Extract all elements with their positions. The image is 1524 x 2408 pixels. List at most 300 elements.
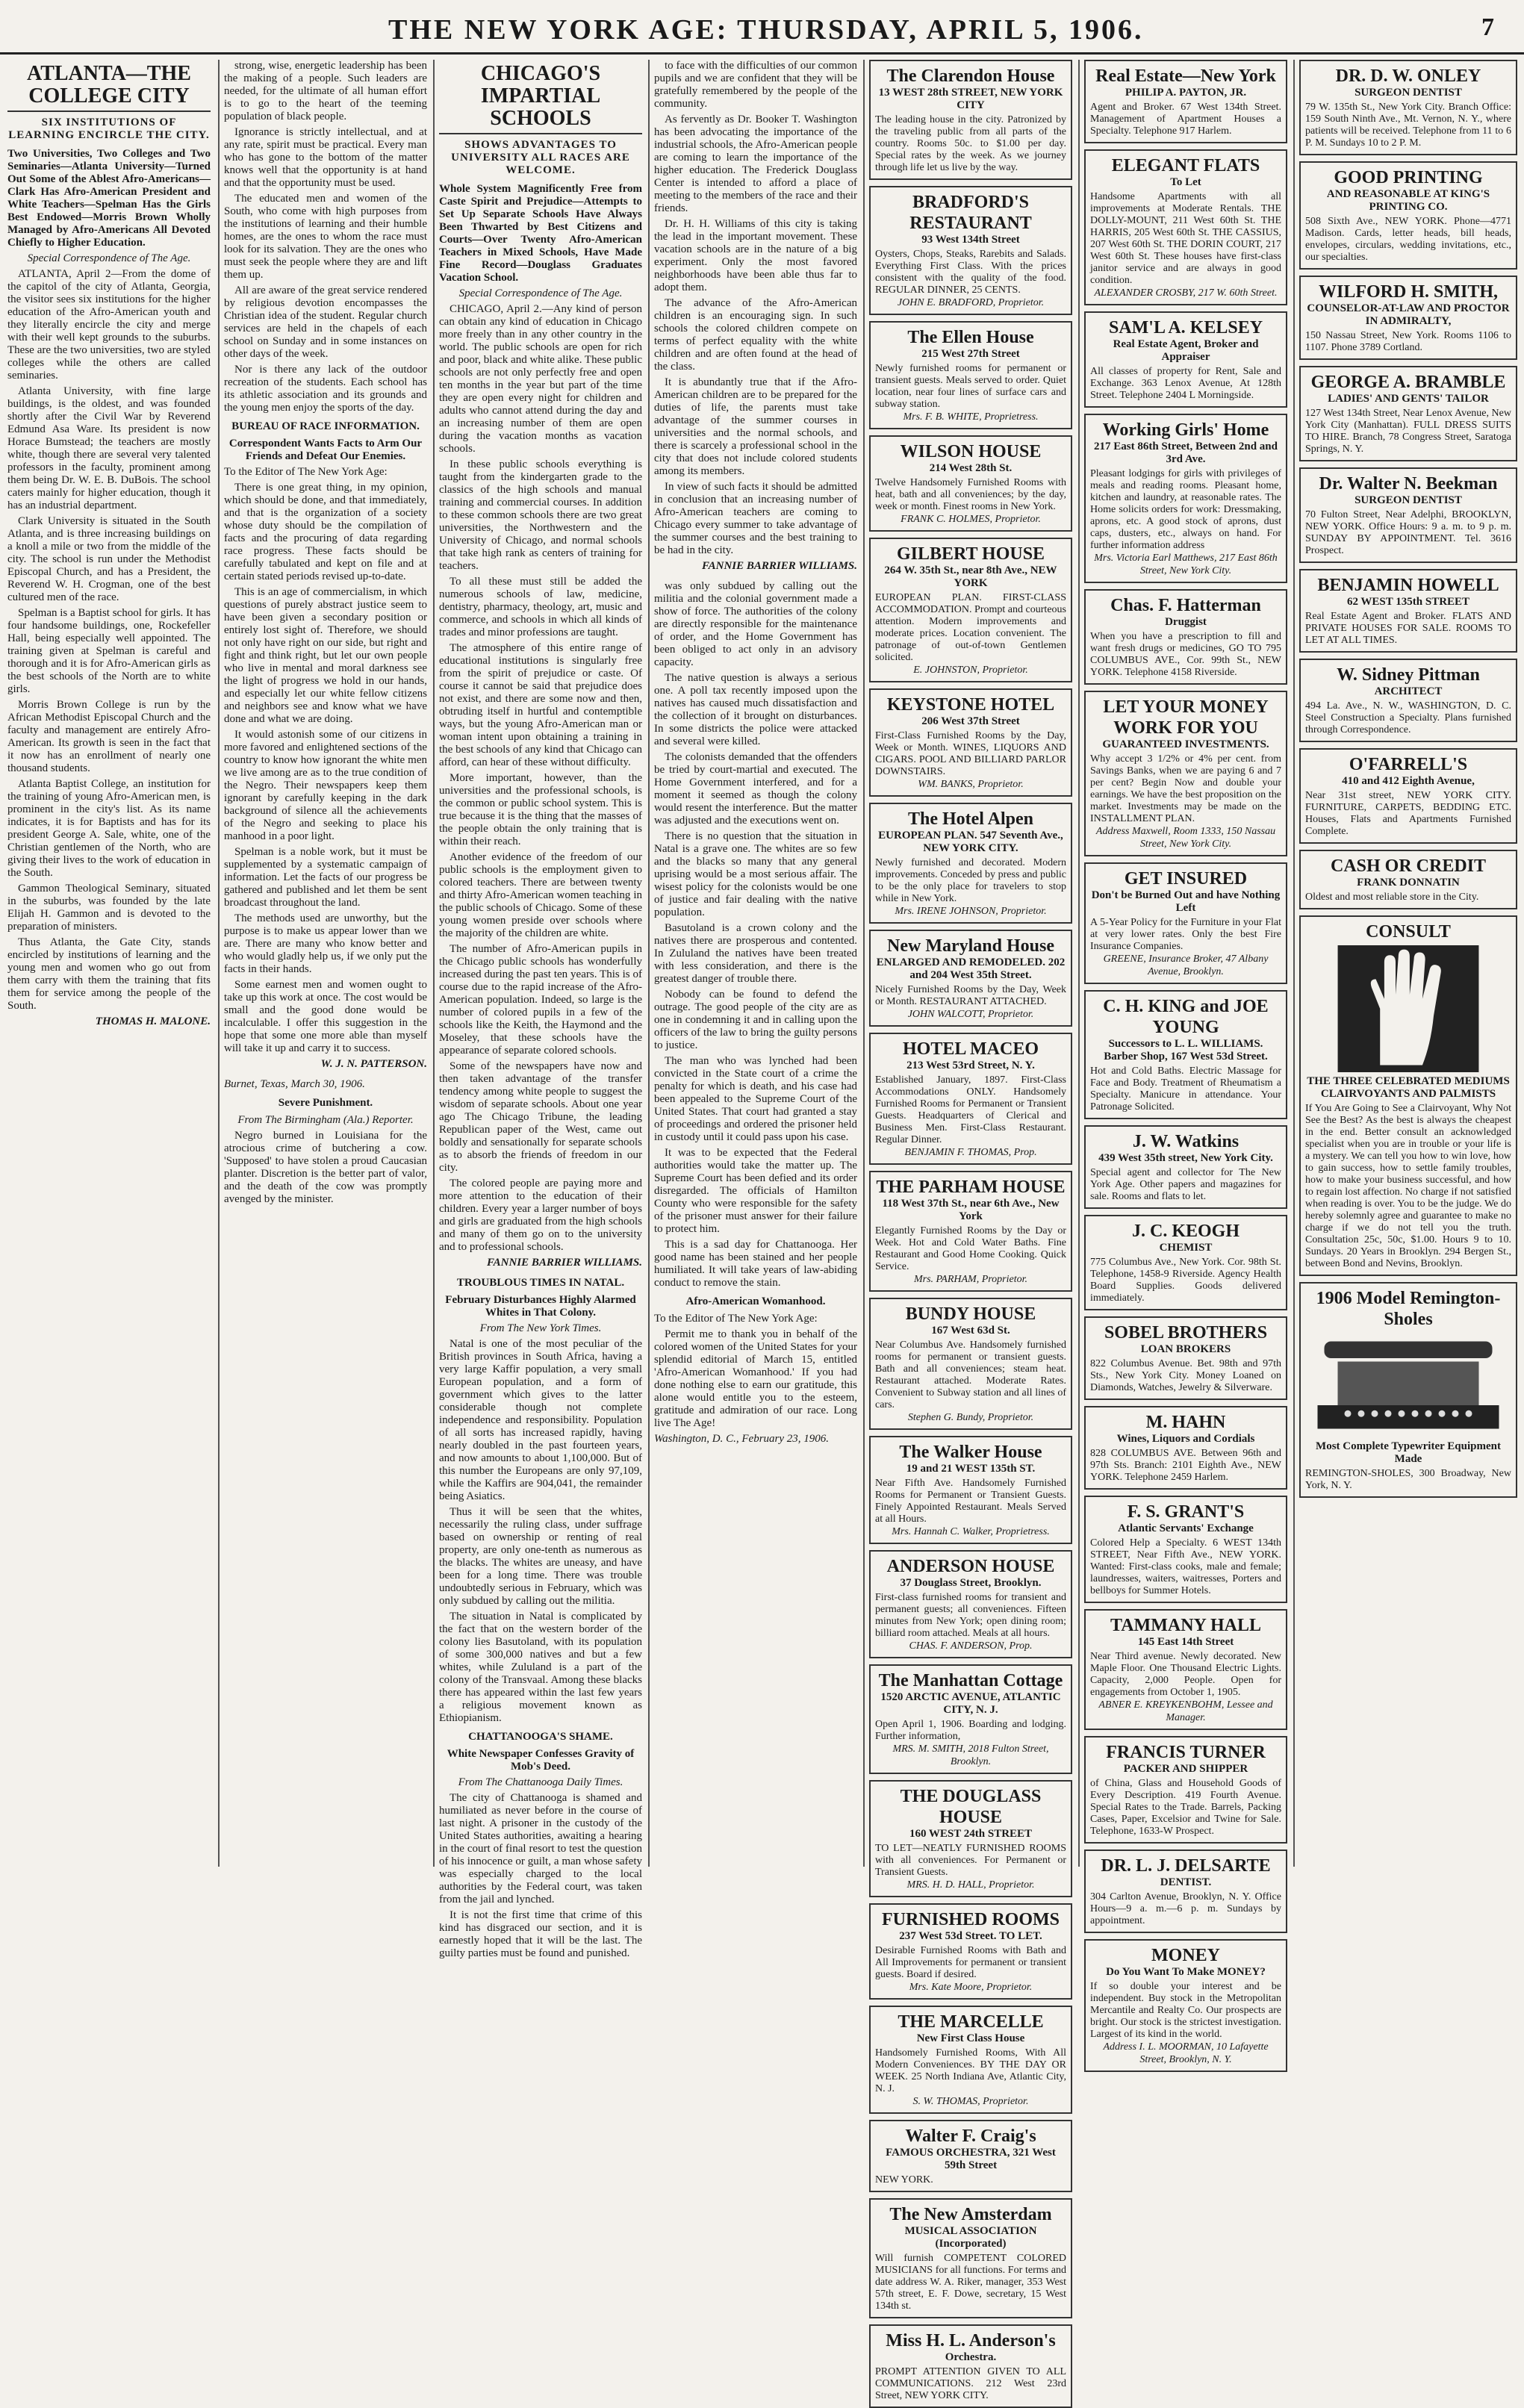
advertisement (1299, 161, 1517, 270)
ad-addr: AND REASONABLE AT KING'S PRINTING CO. (1326, 188, 1490, 213)
ad-body: 150 Nassau Street, New York. Rooms 1106 to 1107. Phone 3789 Cortland. (1305, 330, 1511, 353)
ad-addr: CHEMIST (1159, 1242, 1213, 1254)
article-summary: Whole System Magnificently Free from Caste Spirit and Prejudice—Attempts to Set Up Separate Schools Have Always Been Thwarted by Best Citizens and Courts—Over Twenty Afro-American Teachers in Mixed Schools, Have Made Fine Record—Douglass Graduates Vacation School. (439, 183, 642, 284)
ad-body: Desirable Furnished Rooms with Bath and All Improvements for permanent or transient guests. Board if desired. (875, 1945, 1066, 1980)
advertisement (1084, 862, 1287, 984)
advertisement (1299, 569, 1517, 653)
ad-body: All classes of property for Rent, Sale and Exchange. 363 Lenox Avenue, At 128th Street. Telephone 2404 L Morningside. (1090, 366, 1281, 401)
advertisement (1084, 1125, 1287, 1209)
ad-name: DR. D. W. ONLEY (1335, 66, 1481, 86)
natal-paragraph: The native question is always a serious one. A poll tax recently imposed upon the natives has caused much dissatisfaction and the collection of it brought on disturbances. In some districts the police were attacked and several were killed. (654, 672, 857, 747)
ad-prop: Mrs. F. B. WHITE, Proprietress. (903, 411, 1039, 423)
ad-addr: New First Class House (916, 2032, 1025, 2044)
section-source: From The New York Times. (479, 1322, 602, 1334)
ad-addr: MUSICAL ASSOCIATION (Incorporated) (904, 2225, 1037, 2250)
ad-addr: 264 W. 35th St., near 8th Ave., NEW YORK (884, 564, 1057, 589)
ad-body: If so double your interest and be independent. Buy stock in the Metropolitan Mercantile and Realty Co. Our prospects are bright. Our stock is the strictest investigation. Largest of its kind in the world. (1090, 1981, 1281, 2040)
ad-name: THE MARCELLE (898, 2012, 1044, 2032)
ad-body: Oldest and most reliable store in the City. (1305, 892, 1479, 903)
ad-prop: MRS. M. SMITH, 2018 Fulton Street, Brooklyn. (892, 1743, 1049, 1767)
ad-addr: 439 West 35th street, New York City. (1098, 1152, 1273, 1164)
ad-prop: ALEXANDER CROSBY, 217 W. 60th Street. (1094, 287, 1278, 299)
section-title: TROUBLOUS TIMES IN NATAL. (456, 1277, 625, 1289)
advertisement (1084, 1215, 1287, 1310)
advertisement (1084, 414, 1287, 583)
ad-addr: PHILIP A. PAYTON, JR. (1125, 87, 1247, 99)
ad-body: Elegantly Furnished Rooms by the Day or Week. Hot and Cold Water Baths. Fine Restaurant and Good Home Cooking. Quick Service. (875, 1225, 1066, 1272)
section-paragraph: Natal is one of the most peculiar of the British provinces in South Africa, having a very large Kaffir population, a very small European population, and a form of government which gives to the latter considerable though not complete independence and responsibility. Population of all sorts has increased rapidly, having nearly doubled in the past fourteen years, and now amounts to about 1,100,000. But of this number the Europeans are only 97,109, while the Kaffirs are 904,041, the remainder being Asiatics. (439, 1338, 642, 1502)
natal-paragraph: was only subdued by calling out the militia and the colonial government made a show of force. The authorities of the colony are directly responsible for the maintenance of order, and the Home Government has been obliged to act only in an advisory capacity. (654, 580, 857, 668)
ad-name: DR. L. J. DELSARTE (1101, 1856, 1271, 1876)
ad-addr: 206 West 37th Street (921, 715, 1020, 727)
ad-name: GILBERT HOUSE (896, 544, 1045, 564)
column-rule (1293, 60, 1295, 1867)
ad-body: First-Class Furnished Rooms by the Day, Week or Month. WINES, LIQUORS AND CIGARS. POOL AND BILLIARD PARLOR DOWNSTAIRS. (875, 730, 1066, 777)
masthead-title: THE NEW YORK AGE: THURSDAY, APRIL 5, 1906. (388, 14, 1144, 46)
letter-text: Permit me to thank you in behalf of the colored women of the United States for your splendid editorial of March 15, entitled 'Afro-American Womanhood.' If you had done nothing else to earn our gratitude, this alone would entitle you to the esteem, gratitude and admiration of our race. Long live The Age! (654, 1328, 857, 1429)
ad-addr: Wines, Liquors and Cordials (1116, 1433, 1255, 1445)
ad-prop: S. W. THOMAS, Proprietor. (912, 2096, 1029, 2107)
ad-body: 508 Sixth Ave., NEW YORK. Phone—4771 Madison. Cards, letter heads, bill heads, envelopes, circulars, wedding invitations, etc., our specialties. (1305, 216, 1511, 263)
ad-addr: Druggist (1165, 616, 1207, 628)
advertisement (869, 2324, 1072, 2408)
article-paragraph: strong, wise, energetic leadership has been the making of a people. Such leaders are needed, for the ultimate of all human effort is to go to the heart of the teeming population of black people. (224, 60, 427, 122)
section-title: CHATTANOOGA'S SHAME. (468, 1731, 613, 1743)
article-paragraph: ATLANTA, April 2—From the dome of the capitol of the city of Atlanta, Georgia, the visitor sees six institutions for the higher education of the Afro-American youth and they literally encircle the city and merge with their well kept grounds to the suburbs. These are the two universities, two are styled colleges while the others are called seminaries. (7, 268, 211, 382)
column-4 (654, 60, 857, 1867)
ad-name: THE DOUGLASS HOUSE (900, 1787, 1042, 1827)
natal-paragraph: There is no question that the situation in Natal is a grave one. The whites are so few and the blacks so many that any general uprising would be a most serious affair. The wisest policy for the colonists would be one of justice and fair dealing with the native population. (654, 830, 857, 918)
natal-paragraph: Basutoland is a crown colony and the natives there are prosperous and contented. In Zululand the natives have been treated with less consideration, and there is the greatest danger of trouble there. (654, 922, 857, 985)
ad-addr: 214 West 28th St. (929, 462, 1013, 474)
ad-prop: Mrs. IRENE JOHNSON, Proprietor. (895, 906, 1047, 917)
ad-prop: MRS. H. D. HALL, Proprietor. (906, 1879, 1035, 1891)
advertisement (869, 1033, 1072, 1165)
article-paragraph: Nor is there any lack of the outdoor recreation of the students. Each school has its athletic association and its grounds and the young men enjoy the sports of the day. (224, 364, 427, 414)
advertisement (869, 186, 1072, 315)
ad-prop: WM. BANKS, Proprietor. (918, 779, 1024, 790)
advertisement (869, 1550, 1072, 1658)
ad-prop: Mrs. PARHAM, Proprietor. (913, 1274, 1028, 1285)
advertisement (869, 321, 1072, 429)
section-deck: Correspondent Wants Facts to Arm Our Friends and Defeat Our Enemies. (228, 438, 423, 462)
advertisement (869, 1298, 1072, 1430)
ad-name: BENJAMIN HOWELL (1317, 576, 1499, 595)
article-source: Special Correspondence of The Age. (458, 287, 623, 299)
advertisement (869, 1780, 1072, 1897)
article-paragraph: Some of the newspapers have now and then taken advantage of the transfer tendency among white people to suggest the wisdom of separate schools. About one year ago The Chicago Tribune, the leading Republican paper of the West, came out boldly and sensationally for separate schools as to absorb the friends of freedom in our city. (439, 1060, 642, 1174)
ad-name: SOBEL BROTHERS (1104, 1323, 1268, 1343)
section-source: From The Chattanooga Daily Times. (458, 1776, 623, 1788)
article-deck: SHOWS ADVANTAGES TO UNIVERSITY ALL RACES ARE WELCOME. (451, 139, 630, 176)
ad-addr: 167 West 63d St. (931, 1325, 1010, 1337)
section-deck: White Newspaper Confesses Gravity of Mob's Deed. (447, 1748, 635, 1773)
ad-prop: BENJAMIN F. THOMAS, Prop. (904, 1147, 1037, 1158)
letter-byline: W. J. N. PATTERSON. (320, 1058, 427, 1070)
ad-body: 494 La. Ave., N. W., WASHINGTON, D. C. Steel Construction a Specialty. Plans furnished through Correspondence. (1305, 700, 1511, 735)
ad-body: 127 West 134th Street, Near Lenox Avenue, New York City (Manhattan). FULL DRESS SUITS TO HIRE. Branch, 78 Congress Street, Saratoga Springs, N. Y. (1305, 408, 1511, 455)
ad-addr: 237 West 53d Street. TO LET. (899, 1930, 1042, 1942)
article-paragraph: More important, however, than the universities and the professional schools, is the common or public school system. This is true because it is the thing that the masses of the people obtain the only training that is within their reach. (439, 772, 642, 847)
column-7-ads (1299, 60, 1517, 1867)
ad-addr: 213 West 53rd Street, N. Y. (906, 1060, 1035, 1071)
article-paragraph: As fervently as Dr. Booker T. Washington has been advocating the importance of the industrial schools, the Afro-American people are coming to learn the importance of the higher education. The Frederick Douglass Center is intended to afford a place of meeting to the members of the race and their friends. (654, 113, 857, 214)
palm-hand-icon (1334, 945, 1483, 1072)
advertisement (869, 803, 1072, 924)
article-headline: CHICAGO'S IMPARTIAL SCHOOLS (439, 63, 642, 134)
letter-place: Washington, D. C., February 23, 1906. (654, 1433, 830, 1445)
ad-prop: Address Maxwell, Room 1333, 150 Nassau Street, New York City. (1095, 826, 1276, 850)
ad-addr: 13 WEST 28th STREET, NEW YORK CITY (878, 87, 1063, 111)
advertisement (869, 1436, 1072, 1544)
article-summary: Two Universities, Two Colleges and Two Seminaries—Atlanta University—Turned Out Some of the Ablest Afro-Americans—Clark Has Afro-American President and White Teachers—Spelman Has the Girls Best Endowed—Morris Brown Wholly Managed by Afro-Americans All Devoted Chiefly to Higher Education. (7, 148, 211, 249)
ad-addr: LADIES' AND GENTS' TAILOR (1328, 393, 1489, 405)
letter-paragraph: There is one great thing, in my opinion, which should be done, and that immediately, and that is the organization of a society whose duty should be the compilation of facts and the procuring of data regarding race progress. These facts should be carefully tabulated and kept on file and at certain stated periods revised up-to-date. (224, 482, 427, 582)
ad-body: Colored Help a Specialty. 6 WEST 134th STREET, Near Fifth Ave., NEW YORK. Wanted: First-class cooks, male and female; laundresses, waiters, waitresses, Porters and bellboys for Summer Hotels. (1090, 1537, 1281, 1596)
ad-addr: Don't be Burned Out and have Nothing Left (1091, 889, 1281, 914)
advertisement (869, 435, 1072, 532)
letter-paragraph: It would astonish some of our citizens in more favored and enlightened sections of the country to know how ignorant the white men we live among are as to the true condition of the Negro. Their newspapers keep them ignorant by carefully keeping in the dark background of silence all the achievements of the Negro and seeking to place his manhood in a poor light. (224, 729, 427, 842)
advertisement (1084, 311, 1287, 408)
letter-salutation: To the Editor of The New York Age: (654, 1313, 818, 1325)
ad-name: GET INSURED (1124, 869, 1248, 889)
advertisement (1084, 60, 1287, 143)
letter-title: Afro-American Womanhood. (685, 1295, 826, 1307)
ad-addr: THE THREE CELEBRATED MEDIUMS CLAIRVOYANTS AND PALMISTS (1307, 1075, 1510, 1100)
advertisement (869, 1664, 1072, 1774)
ad-body: When you have a prescription to fill and want fresh drugs or medicines, GO TO 795 COLUMBUS AVE., Cor. 99th St., NEW YORK. Telephone 4158 Riverside. (1090, 631, 1281, 678)
ad-body: NEW YORK. (875, 2174, 933, 2185)
ad-name: The Clarendon House (886, 66, 1055, 86)
ad-addr: Real Estate Agent, Broker and Appraiser (1113, 338, 1259, 363)
ad-name: KEYSTONE HOTEL (886, 695, 1055, 715)
article-paragraph: In view of such facts it should be admitted in conclusion that an increasing number of Afro-American teachers are coming to Chicago every summer to take advantage of the summer courses and the best training to be had in the city. (654, 481, 857, 556)
ad-name: BUNDY HOUSE (905, 1304, 1036, 1324)
article-paragraph: Gammon Theological Seminary, situated in the suburbs, was founded by the late Elijah H. Gammon and is devoted to the preparation of ministers. (7, 883, 211, 933)
column-3 (439, 60, 642, 1959)
ad-body: REMINGTON-SHOLES, 300 Broadway, New York, N. Y. (1305, 1468, 1511, 1491)
ad-addr: 19 and 21 WEST 135th ST. (906, 1463, 1036, 1475)
ad-body: TO LET—NEATLY FURNISHED ROOMS with all conveniences. For Permanent or Transient Guests. (875, 1843, 1066, 1878)
advertisement (1084, 1406, 1287, 1490)
ad-name: Miss H. L. Anderson's (886, 2331, 1056, 2351)
article-source: Special Correspondence of The Age. (27, 252, 191, 264)
ad-body: 828 COLUMBUS AVE. Between 96th and 97th Sts. Branch: 2101 Eighth Ave., NEW YORK. Telephone 2459 Harlem. (1090, 1448, 1281, 1483)
ad-body: Handsome Apartments with all improvements at Moderate Rentals. THE DOLLY-MOUNT, 211 West 60th St. THE HARRIS, 205 West 60th St. THE CASSIUS, 207 West 60th St. THE DORIN COURT, 217 West 60th St. These houses have first-class janitor service and are always in good condition. (1090, 191, 1281, 286)
ad-name: J. W. Watkins (1132, 1132, 1240, 1151)
ad-addr: DENTIST. (1160, 1876, 1212, 1888)
ad-name: The Hotel Alpen (907, 809, 1033, 829)
ad-name: TAMMANY HALL (1110, 1616, 1261, 1635)
ad-addr: LOAN BROKERS (1140, 1343, 1231, 1355)
ad-addr: 37 Douglass Street, Brooklyn. (900, 1577, 1042, 1589)
ad-name: CONSULT (1366, 922, 1451, 942)
advertisement (1084, 1496, 1287, 1603)
ad-body: Will furnish COMPETENT COLORED MUSICIANS for all functions. For terms and date address W. A. Riker, manager, 353 West 57th street, E. F. Dowe, secretary, 15 West 134th st. (875, 2253, 1066, 2312)
ad-prop: JOHN WALCOTT, Proprietor. (907, 1009, 1034, 1020)
ad-addr: ARCHITECT (1374, 685, 1443, 697)
advertisement (869, 538, 1072, 682)
section-paragraph: It is not the first time that crime of this kind has disgraced our section, and it is earnestly hoped that it will be the last. The guilty parties must be found and punished. (439, 1909, 642, 1959)
ad-name: GOOD PRINTING (1334, 168, 1483, 187)
ad-name: Walter F. Craig's (905, 2127, 1036, 2146)
ad-body: Near Fifth Ave. Handsomely Furnished Rooms for Permanent or Transient Guests. Finely Appointed Restaurant. Meals Served at all Hours. (875, 1478, 1066, 1525)
ad-body: Near 31st street, NEW YORK CITY. FURNITURE, CARPETS, BEDDING ETC. Houses, Flats and Apartments Furnished Complete. (1305, 790, 1511, 837)
ad-prop: CHAS. F. ANDERSON, Prop. (909, 1640, 1033, 1652)
advertisement (1299, 467, 1517, 563)
item-source: From The Birmingham (Ala.) Reporter. (237, 1114, 414, 1126)
advertisement (869, 688, 1072, 797)
ad-body: Hot and Cold Baths. Electric Massage for Face and Body. Treatment of Rheumatism a Specialty. Manicure in attendance. Your Patronage Solicited. (1090, 1065, 1281, 1113)
ad-name: SAM'L A. KELSEY (1108, 318, 1263, 337)
advertisement (1299, 850, 1517, 909)
ad-body: Near Third avenue. Newly decorated. New Maple Floor. One Thousand Electric Lights. Capacity, 2,000 People. Open for engagements from October 1, 1905. (1090, 1651, 1281, 1698)
letter-salutation: To the Editor of The New York Age: (224, 466, 388, 478)
ad-addr: 118 West 37th St., near 6th Ave., New York (882, 1198, 1060, 1222)
ad-addr: 410 and 412 Eighth Avenue, (1342, 775, 1475, 787)
article-paragraph: Atlanta Baptist College, an institution for the training of young Afro-American men, is prominent in the city's list. As its name indicates, it is for Baptists and has for its president George A. Sale, white, one of the Christian gentlemen of the North, who are giving their lives to the work of education in the South. (7, 778, 211, 879)
column-6-ads (1084, 60, 1287, 2065)
advertisement (1299, 748, 1517, 844)
ad-body: PROMPT ATTENTION GIVEN TO ALL COMMUNICATIONS. 212 West 23rd Street, NEW YORK CITY. (875, 2366, 1066, 2401)
column-rule (863, 60, 865, 1867)
letter-paragraph: The methods used are unworthy, but the purpose is to make us appear lower than we are. There are many who know better and who would gladly help us, if we only put the facts in their hands. (224, 912, 427, 975)
advertisement (869, 60, 1072, 180)
advertisement (1084, 1939, 1287, 2072)
ad-addr: ENLARGED AND REMODELED. 202 and 204 West 35th Street. (876, 956, 1066, 981)
ad-body: Newly furnished rooms for permanent or transient guests. Meals served to order. Quiet location, near four lines of surface cars and subway station. (875, 363, 1066, 410)
advertisement (1299, 60, 1517, 155)
ad-name: F. S. GRANT'S (1127, 1502, 1245, 1522)
article-paragraph: The colored people are paying more and more attention to the education of their children. Every year a larger number of boys and girls are graduated from the high schools and many of them go on to the university and to professional schools. (439, 1177, 642, 1253)
ad-prop: E. JOHNSTON, Proprietor. (913, 665, 1028, 676)
ad-addr: 93 West 134th Street (921, 234, 1020, 246)
advertisement (1084, 149, 1287, 305)
ad-prop: Mrs. Kate Moore, Proprietor. (909, 1982, 1033, 1993)
ad-addr: Successors to L. L. WILLIAMS. Barber Shop, 167 West 53d Street. (1104, 1038, 1268, 1063)
ad-body: First-class furnished rooms for transient and permanent guests; all conveniences. Fifteen minutes from New York; open dining room; billiard room attached. Meals at all hours. (875, 1592, 1066, 1639)
ad-body: Why accept 3 1/2% or 4% per cent. from Savings Banks, when we are paying 6 and 7 per cent? Begin Now and double your earnings. We have the best proposition on the market. Investments may be made on the INSTALLMENT PLAN. (1090, 753, 1281, 824)
ad-body: The leading house in the city. Patronized by the traveling public from all parts of the country. Rooms 50c. to $1.00 per day. Special rates by the week. As we journey through life let us live by the way. (875, 114, 1066, 173)
section-paragraph: The city of Chattanooga is shamed and humiliated as never before in the course of last night. A prisoner in the custody of the United States authorities, awaiting a hearing in the court of final resort to test the question of his innocence or guilt, a man whose safety was especially charged to the local authorities by the Federal court, was taken from the jail and lynched. (439, 1792, 642, 1905)
section-paragraph: The situation in Natal is complicated by the fact that on the western border of the colony lies Basutoland, with its population of some 300,000 natives and but a few whites, while Zululand is a part of the colony of the Transvaal. Among these blacks there has appeared within the last few years a religious movement known as Ethiopianism. (439, 1611, 642, 1724)
article-paragraph: CHICAGO, April 2.—Any kind of person can obtain any kind of education in Chicago more freely than in any other country in the world. The public schools are open for rich and poor, black and white alike. These public schools are not only perfectly free and open ten months in the year but part of the time they are open every night for children and adults who cannot attend during the day and an increasing number of them are open during the vacation months as vacation schools. (439, 303, 642, 455)
ad-name: WILFORD H. SMITH, (1318, 282, 1499, 302)
ad-body: of China, Glass and Household Goods of Every Description. 419 Fourth Avenue. Special Rates to the Trade. Barrels, Packing Cases, Paper, Excelsior and Twine for Sale. Telephone, 1633-W Prospect. (1090, 1778, 1281, 1837)
advertisement (869, 1903, 1072, 2000)
column-rule (218, 60, 220, 1867)
ad-addr: 145 East 14th Street (1137, 1636, 1234, 1648)
advertisement (869, 1171, 1072, 1292)
column-5-ads (869, 60, 1072, 2401)
ad-name: BRADFORD'S RESTAURANT (909, 193, 1032, 233)
advertisement (1084, 1316, 1287, 1400)
ad-name: 1906 Model Remington-Sholes (1316, 1289, 1501, 1329)
ad-name: The New Amsterdam (889, 2205, 1052, 2224)
page-number: 7 (1481, 13, 1494, 41)
advertisement (1299, 1282, 1517, 1498)
item-title: Severe Punishment. (278, 1097, 373, 1109)
ad-body: Twelve Handsomely Furnished Rooms with heat, bath and all conveniences; by the day, week or month. Finest rooms in New York. (875, 477, 1066, 512)
ad-body: 304 Carlton Avenue, Brooklyn, N. Y. Office Hours—9 a. m.—6 p. m. Sundays by appointment. (1090, 1891, 1281, 1926)
ad-body: Open April 1, 1906. Boarding and lodging. Further information, (875, 1719, 1066, 1742)
ad-name: W. Sidney Pittman (1337, 665, 1480, 685)
ad-prop: ABNER E. KREYKENBOHM, Lessee and Manager. (1098, 1699, 1273, 1723)
masthead (0, 0, 1524, 55)
advertisement (1084, 1736, 1287, 1844)
column-rule (648, 60, 650, 1867)
ad-name: Real Estate—New York (1095, 66, 1276, 86)
ad-addr: 217 East 86th Street, Between 2nd and 3rd Ave. (1094, 441, 1278, 465)
ad-prop: JOHN E. BRADFORD, Proprietor. (897, 297, 1045, 308)
typewriter-icon (1307, 1333, 1509, 1437)
section-paragraph: Thus it will be seen that the whites, necessarily the ruling class, under suffrage based on ownership or renting of real property, are only one-tenth as numerous as the blacks. The whites are uneasy, and have been for a long time. There was trouble undoubtedly serious in February, which was only subdued by calling out the militia. (439, 1506, 642, 1607)
ad-addr: Do You Want To Make MONEY? (1106, 1966, 1266, 1978)
letter-paragraph: Spelman is a noble work, but it must be supplemented by a systematic campaign of information. Let the facts of our progress be gathered and published and let them be sent broadcast throughout the land. (224, 846, 427, 909)
ad-name: J. C. KEOGH (1131, 1222, 1240, 1241)
article-paragraph: Morris Brown College is run by the African Methodist Episcopal Church and the faculty and management are entirely Afro-American. Its growth is seen in the fact that it now has an enrollment of nearly one thousand students. (7, 699, 211, 774)
ad-name: New Maryland House (887, 936, 1054, 956)
article-paragraph: Clark University is situated in the South Atlanta, and is three increasing buildings on a knoll a mile or two from the middle of the city. The school is run under the Methodist Episcopal Church, and has a President, the Reverend W. H. Crogman, one of the best cultured men of the race. (7, 515, 211, 603)
column-1 (7, 60, 211, 1867)
ad-addr: Orchestra. (945, 2351, 997, 2363)
article-paragraph: The educated men and women of the South, who come with high purposes from the institutions of learning and their humble homes, are the ones to whom the race must look for its salvation. They are the ones who must seek the people where they are and lift them up. (224, 193, 427, 281)
ad-body: Pleasant lodgings for girls with privileges of meals and reading rooms. Pleasant home, kitchen and laundry, at reasonable rates. The Home solicits orders for work: Dressmaking, aprons, etc. A good stock of aprons, dust caps, dusters, etc., always on hand. For further information address (1090, 468, 1281, 551)
chattanooga-paragraph: Nobody can be found to defend the outrage. The good people of the city are as one in condemning it and in calling upon the officers of the law to bring the guilty persons to justice. (654, 989, 857, 1051)
advertisement (869, 2120, 1072, 2192)
ad-addr: COUNSELOR-AT-LAW AND PROCTOR IN ADMIRALTY, (1307, 302, 1510, 327)
ad-body: Handsomely Furnished Rooms, With All Modern Conveniences. BY THE DAY OR WEEK. 25 North Indiana Ave, Atlantic City, N. J. (875, 2047, 1066, 2094)
ad-name: THE PARHAM HOUSE (876, 1177, 1066, 1197)
ad-body: 822 Columbus Avenue. Bet. 98th and 97th Sts., New York City. Money Loaned on Diamonds, Watches, Jewelry & Silverware. (1090, 1358, 1281, 1393)
article-paragraph: The atmosphere of this entire range of educational institutions is singularly free from the spirit of prejudice or caste. Of course it cannot be said that prejudice does not exist, and there are some now and then, obtruding itself in hurtful and contemptible ways, but the young Afro-American man or woman intent upon obtaining a training in the best schools of any kind that Chicago can afford, can hear of these without difficulty. (439, 642, 642, 768)
ad-name: The Manhattan Cottage (878, 1671, 1063, 1690)
advertisement (1084, 691, 1287, 856)
ad-body: Agent and Broker. 67 West 134th Street. Management of Apartment Houses a Specialty. Telephone 917 Harlem. (1090, 102, 1281, 137)
ad-prop: Mrs. Victoria Earl Matthews, 217 East 86th Street, New York City. (1094, 553, 1278, 576)
ad-name: Chas. F. Hatterman (1110, 596, 1261, 615)
article-paragraph: The number of Afro-American pupils in the Chicago public schools has wonderfully increased during the past ten years. This is of course due to the rapid increase of the Afro-American population. Indeed, so large is the number of colored pupils in a few of the schools like the Keith, the Haymond and the Moseley, that these schools have the appearance of separate colored schools. (439, 943, 642, 1057)
ad-addr: FRANK DONNATIN (1357, 877, 1460, 889)
ad-name: Dr. Walter N. Beekman (1319, 474, 1498, 494)
article-byline: FANNIE BARRIER WILLIAMS. (701, 560, 857, 572)
article-paragraph: In these public schools everything is taught from the kindergarten grade to the classics of the high schools and manual training and commercial courses. In addition to these common schools there are two great universities, the Northwestern and the University of Chicago, and normal schools that take high rank as centers of training for teachers. (439, 458, 642, 572)
ad-name: Working Girls' Home (1102, 420, 1269, 440)
ad-body: Nicely Furnished Rooms by the Day, Week or Month. RESTAURANT ATTACHED. (875, 984, 1066, 1007)
advertisement (1299, 915, 1517, 1276)
advertisement (1084, 1609, 1287, 1730)
article-paragraph: Dr. H. H. Williams of this city is taking the lead in the important movement. These vacation schools are in the nature of a big experiment. Only the most favored neighborhoods have been able thus far to adopt them. (654, 218, 857, 293)
advertisement (1084, 1849, 1287, 1933)
ad-addr: 62 WEST 135th STREET (1346, 596, 1470, 608)
ad-addr: 215 West 27th Street (921, 348, 1020, 360)
article-paragraph: The advance of the Afro-American children is an encouraging sign. In such schools the colored children compete on terms of perfect equality with the white children and are often found at the head of the class. (654, 297, 857, 373)
ad-addr: SURGEON DENTIST (1355, 87, 1462, 99)
ad-name: C. H. KING and JOE YOUNG (1103, 997, 1269, 1037)
ad-body: EUROPEAN PLAN. FIRST-CLASS ACCOMMODATION. Prompt and courteous attention. Modern improvements and moderate prices. Location convenient. The patronage of out-of-town Gentlemen solicited. (875, 592, 1066, 663)
ad-name: FURNISHED ROOMS (881, 1910, 1060, 1929)
ad-body: 70 Fulton Street, Near Adelphi, BROOKLYN, NEW YORK. Office Hours: 9 a. m. to 9 p. m. SUNDAY BY APPOINTMENT. Tel. 3616 Prospect. (1305, 509, 1511, 556)
article-byline: THOMAS H. MALONE. (95, 1015, 211, 1027)
ad-addr: Atlantic Servants' Exchange (1118, 1522, 1254, 1534)
ad-addr: 160 WEST 24th STREET (909, 1828, 1033, 1840)
ad-body: 775 Columbus Ave., New York. Cor. 98th St. Telephone, 1458-9 Riverside. Agency Health Board Supplies. Goods delivered immediately. (1090, 1257, 1281, 1304)
advertisement (1084, 589, 1287, 685)
advertisement (869, 2006, 1072, 2114)
letter-paragraph: This is an age of commercialism, in which questions of purely abstract justice seem to have been given a secondary position or entirely lost sight of. Therefore, we should not only have right on our side, but right and fight and think right, but let our own people who live in mental and moral darkness see the light of progress we hold in our hands, and especially let our white fellow citizens and neighbors see and know what we have done and what we are doing. (224, 586, 427, 725)
ad-name: CASH OR CREDIT (1330, 856, 1487, 876)
ad-addr: FAMOUS ORCHESTRA, 321 West 59th Street (886, 2147, 1056, 2171)
ad-body: If You Are Going to See a Clairvoyant, Why Not See the Best? As the best is always the cheapest in the end. Better consult an acknowledged specialist when you are in trouble or your life is a mystery. We can tell you how to win love, how to gain success, how to settle family troubles, how to make your business successful, and how to regain lost affection. No charge if not satisfied when reading is over. You to be the judge. We do hereby solemnly agree and guarantee to make no charge if we do not tell you the truth. Consultation 25c, 50c, $1.00. Hours 9 to 10. Sundays. 20 Years in Brooklyn. 294 Bergen St., between Bond and Nevins, Brooklyn. (1305, 1103, 1511, 1269)
section-deck: February Disturbances Highly Alarmed Whites in That Colony. (445, 1294, 636, 1319)
item-text: Negro burned in Louisiana for the atrocious crime of butchering a cow. 'Supposed' to have stolen a proud Caucasian planter. Discretion is the better part of valor, and the death of the cow was promptly avenged by the minister. (224, 1130, 427, 1205)
chattanooga-paragraph: It was to be expected that the Federal authorities would take the matter up. The Supreme Court has been defied and its order disregarded. The officials of Hamilton County who were responsible for the safety of the prisoner must answer for their failure to protect him. (654, 1147, 857, 1235)
ad-name: The Ellen House (907, 328, 1034, 347)
natal-paragraph: The colonists demanded that the offenders be tried by court-martial and executed. The Home Government interfered, and for a moment it seemed as though the colony would resent the interference. But the matter was adjusted and the executions went on. (654, 751, 857, 827)
ad-addr: GUARANTEED INVESTMENTS. (1102, 738, 1269, 750)
section-title: BUREAU OF RACE INFORMATION. (231, 420, 420, 432)
ad-addr: PACKER AND SHIPPER (1123, 1763, 1248, 1775)
ad-prop: Mrs. Hannah C. Walker, Proprietress. (892, 1526, 1050, 1537)
ad-body: Oysters, Chops, Steaks, Rarebits and Salads. Everything First Class. With the prices consistent with the quality of the food. REGULAR DINNER, 25 CENTS. (875, 249, 1066, 296)
ad-prop: FRANK C. HOLMES, Proprietor. (901, 514, 1041, 525)
letter-paragraph: Some earnest men and women ought to take up this work at once. The cost would be small and the good done would be incalculable. I offer this suggestion in the hope that some one more able than myself will take it up and carry it to success. (224, 979, 427, 1054)
ad-addr: Most Complete Typewriter Equipment Made (1316, 1440, 1501, 1465)
ad-body: A 5-Year Policy for the Furniture in your Flat at very lower rates. Only the best Fire Insurance Companies. (1090, 917, 1281, 952)
ad-body: Real Estate Agent and Broker. FLATS AND PRIVATE HOUSES FOR SALE. ROOMS TO LET AT ALL TIMES. (1305, 611, 1511, 646)
article-deck: SIX INSTITUTIONS OF LEARNING ENCIRCLE THE CITY. (8, 116, 210, 141)
letter-place: Burnet, Texas, March 30, 1906. (224, 1078, 365, 1090)
advertisement (869, 930, 1072, 1027)
article-paragraph: Ignorance is strictly intellectual, and at any rate, spirit must be practical. Every man who has gone to the bottom of the matter knows well that the opportunity is at hand and that the opportunity must be used. (224, 126, 427, 189)
ad-body: Established January, 1897. First-Class Accommodations ONLY. Handsomely Furnished Rooms for Permanent or Transient Guests. Headquarters of Clerical and Business Men. First-Class Restaurant. Regular Dinner. (875, 1074, 1066, 1145)
ad-addr: 1520 ARCTIC AVENUE, ATLANTIC CITY, N. J. (880, 1691, 1061, 1716)
ad-addr: EUROPEAN PLAN. 547 Seventh Ave., NEW YORK CITY. (878, 830, 1063, 854)
article-byline: FANNIE BARRIER WILLIAMS. (486, 1257, 642, 1269)
article-paragraph: It is abundantly true that if the Afro-American children are to be prepared for the duties of life, the parents must take advantage of the summer courses in universities and the normal schools, and there is scarcely a professional school in the city that does not include colored students among its members. (654, 376, 857, 477)
ad-body: Newly furnished and decorated. Modern improvements. Conceded by press and public to be the only place for travelers to stop while in New York. (875, 857, 1066, 904)
ad-addr: To Let (1170, 176, 1201, 188)
chattanooga-paragraph: This is a sad day for Chattanooga. Her good name has been stained and her people humiliated. It will take years of law-abiding conduct to remove the stain. (654, 1239, 857, 1289)
ad-name: HOTEL MACEO (902, 1039, 1039, 1059)
column-rule (433, 60, 435, 1867)
ad-name: ANDERSON HOUSE (886, 1557, 1055, 1576)
ad-name: O'FARRELL'S (1349, 755, 1468, 774)
article-paragraph: All are aware of the great service rendered by religious devotion encompasses the Christian idea of the student. Regular church services are held in the chapels of each school on Sunday and in some instances on other days of the week. (224, 284, 427, 360)
article-paragraph: Thus Atlanta, the Gate City, stands encircled by institutions of learning and the young men and women who go out from them carry with them the training that fits them for service among the people of the South. (7, 936, 211, 1012)
ad-addr: SURGEON DENTIST (1355, 494, 1462, 506)
advertisement (1299, 366, 1517, 461)
advertisement (1084, 990, 1287, 1119)
ad-body: 79 W. 135th St., New York City. Branch Office: 159 South Ninth Ave., Mt. Vernon, N. Y., where patients will be received. Telephone from 11 to 6 P. M. Sundays 10 to 2 P. M. (1305, 102, 1511, 149)
ad-name: FRANCIS TURNER (1106, 1743, 1266, 1762)
ad-prop: GREENE, Insurance Broker, 47 Albany Avenue, Brooklyn. (1103, 953, 1269, 977)
ad-name: ELEGANT FLATS (1111, 156, 1260, 175)
article-paragraph: To all these must still be added the numerous schools of law, medicine, dentistry, pharmacy, theology, art, music and commerce, and schools in which all kinds of trades and minor professions are taught. (439, 576, 642, 638)
column-rule (1078, 60, 1080, 1867)
ad-body: Special agent and collector for The New York Age. Other papers and magazines for sale. Rooms and flats to let. (1090, 1167, 1281, 1202)
ad-name: MONEY (1151, 1946, 1220, 1965)
column-2 (224, 60, 427, 1867)
article-paragraph: Spelman is a Baptist school for girls. It has four handsome buildings, one, Rockefeller Hall, being especially well appointed. The training given at Spelman is careful and thorough and it is for Afro-American girls as the best schools of the North are to white girls. (7, 607, 211, 695)
article-paragraph: to face with the difficulties of our common pupils and we are confident that they will be gratefully remembered by the people of the community. (654, 60, 857, 110)
advertisement (1299, 276, 1517, 360)
ad-prop: Address I. L. MOORMAN, 10 Lafayette Street, Brooklyn, N. Y. (1103, 2041, 1269, 2065)
ad-body: Near Columbus Ave. Handsomely furnished rooms for permanent or transient guests. Bath and all conveniences; steam heat. Restaurant attached. Moderate Rates. Convenient to Subway station and all lines of cars. (875, 1340, 1066, 1410)
ad-name: GEORGE A. BRAMBLE (1310, 373, 1506, 392)
advertisement (869, 2198, 1072, 2318)
article-paragraph: Atlanta University, with fine large buildings, is the oldest, and was founded shortly after the Civil War by Reverend Edmund Asa Ware. Its president is now Horace Bumstead; the teachers are mostly white, though there are several very talented professors in the faculty, prominent among them being Dr. W. E. B. DuBois. The school caters mainly for higher education, though it has an industrial department. (7, 385, 211, 511)
